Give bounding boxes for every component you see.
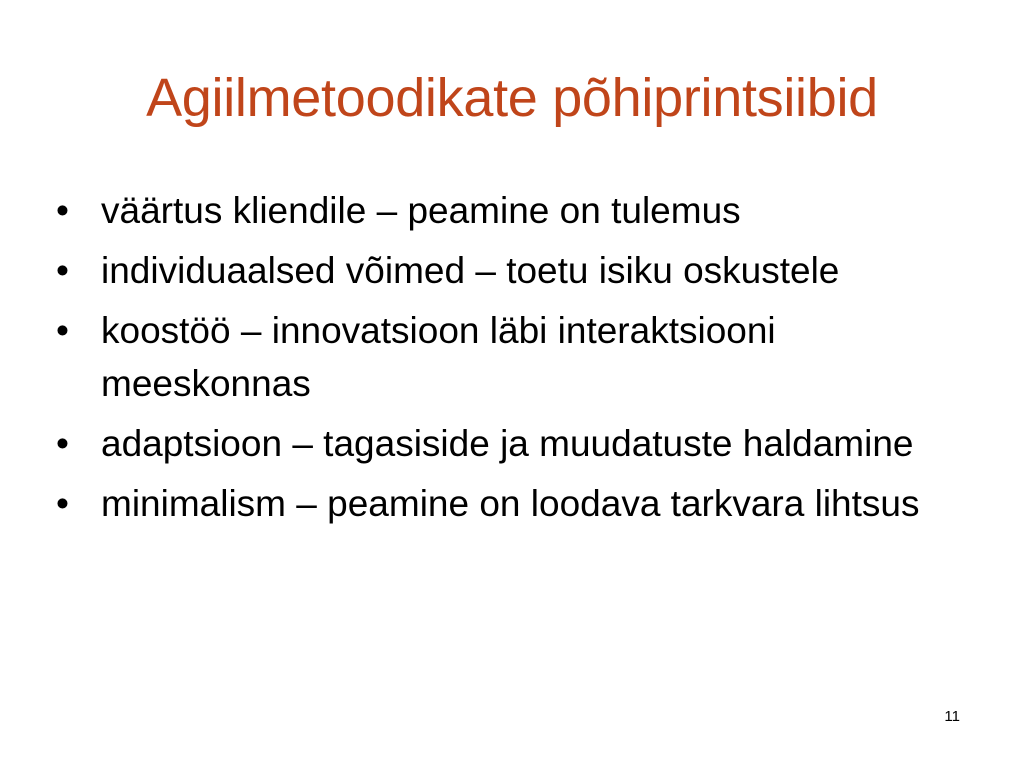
bullet-icon: • — [56, 250, 69, 291]
bullet-item — [56, 184, 976, 237]
bullet-icon: • — [56, 190, 69, 231]
slide-number: 11 — [944, 708, 960, 725]
bullet-item — [56, 417, 976, 470]
bullet-text: minimalism – peamine on loodava tarkvara lihtsus — [101, 483, 920, 524]
bullet-text: väärtus kliendile – peamine on tulemus — [101, 190, 741, 231]
bullet-list — [56, 184, 976, 537]
bullet-text: individuaalsed võimed – toetu isiku oskustele — [101, 250, 840, 291]
slide-title: Agiilmetoodikate põhiprintsiibid — [146, 68, 878, 128]
bullet-text: koostöö – innovatsioon läbi interaktsiooni meeskonnas — [101, 310, 776, 404]
bullet-text: adaptsioon – tagasiside ja muudatuste haldamine — [101, 423, 914, 464]
bullet-item — [56, 244, 976, 297]
bullet-icon: • — [56, 423, 69, 464]
bullet-icon: • — [56, 483, 69, 524]
bullet-item — [56, 477, 976, 530]
bullet-icon: • — [56, 310, 69, 351]
bullet-item — [56, 304, 976, 410]
